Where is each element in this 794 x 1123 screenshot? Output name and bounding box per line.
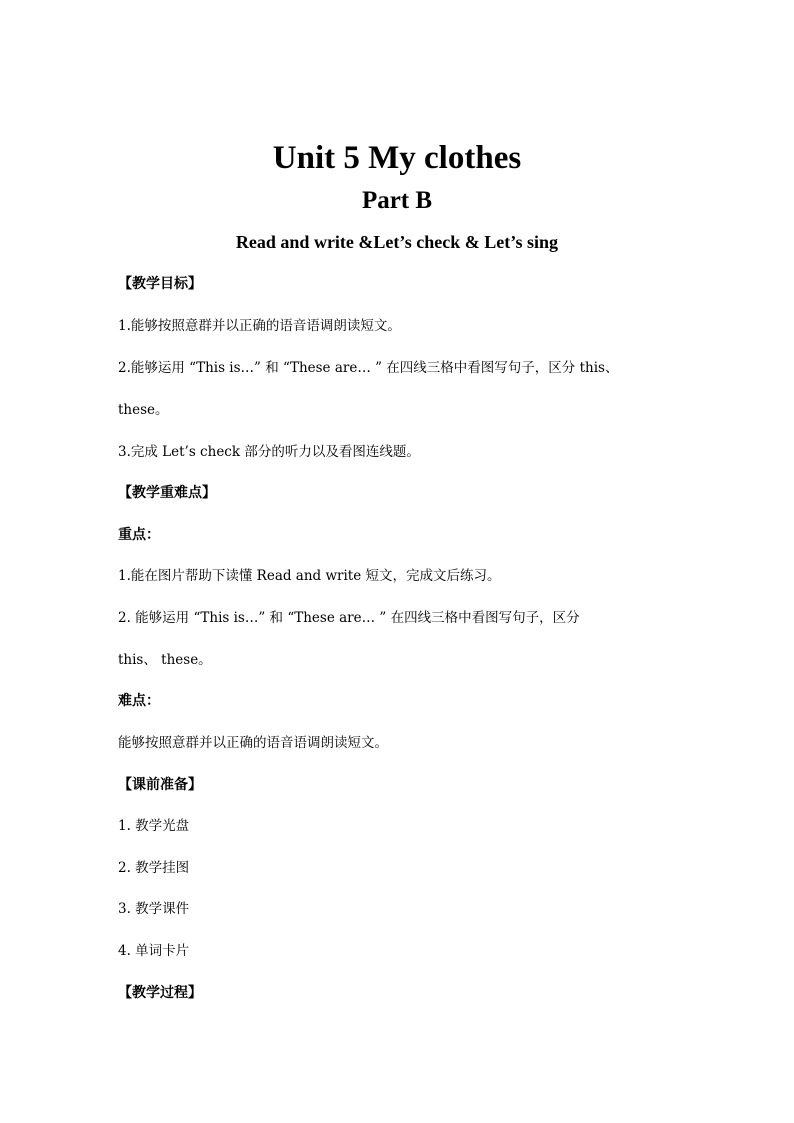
- preparation-heading: 【课前准备】: [118, 777, 202, 793]
- focus-label: 重点：: [118, 527, 160, 543]
- focus-item-2-line-1: 2. 能够运用 “This is…” 和 “These are… ” 在四线三格中看图写句子，区分: [118, 610, 580, 626]
- process-heading: 【教学过程】: [118, 985, 202, 1001]
- focus-item-1: 1.能在图片帮助下读懂 Read and write 短文，完成文后练习。: [118, 568, 501, 584]
- objective-item-2-line-2: these。: [118, 402, 169, 418]
- preparation-item: 2. 教学挂图: [118, 860, 190, 876]
- objectives-heading: 【教学目标】: [118, 276, 202, 292]
- difficulty-item: 能够按照意群并以正确的语音语调朗读短文。: [118, 735, 388, 751]
- lesson-title: Read and write &Let’s check & Let’s sing: [235, 232, 559, 252]
- objective-item-1: 1.能够按照意群并以正确的语音语调朗读短文。: [118, 318, 401, 334]
- difficulty-label: 难点：: [118, 693, 160, 709]
- preparation-item: 1. 教学光盘: [118, 818, 190, 834]
- document-title: Unit 5 My clothes: [272, 140, 522, 176]
- objective-item-3: 3.完成 Let’s check 部分的听力以及看图连线题。: [118, 444, 420, 460]
- focus-item-2-line-2: this、 these。: [118, 652, 212, 668]
- objective-item-2-line-1: 2.能够运用 “This is…” 和 “These are… ” 在四线三格中看图写句子，区分 this、: [118, 360, 619, 376]
- preparation-item: 3. 教学课件: [118, 901, 190, 917]
- document-part: Part B: [361, 187, 433, 214]
- key-points-heading: 【教学重难点】: [118, 485, 216, 501]
- preparation-item: 4. 单词卡片: [118, 943, 190, 959]
